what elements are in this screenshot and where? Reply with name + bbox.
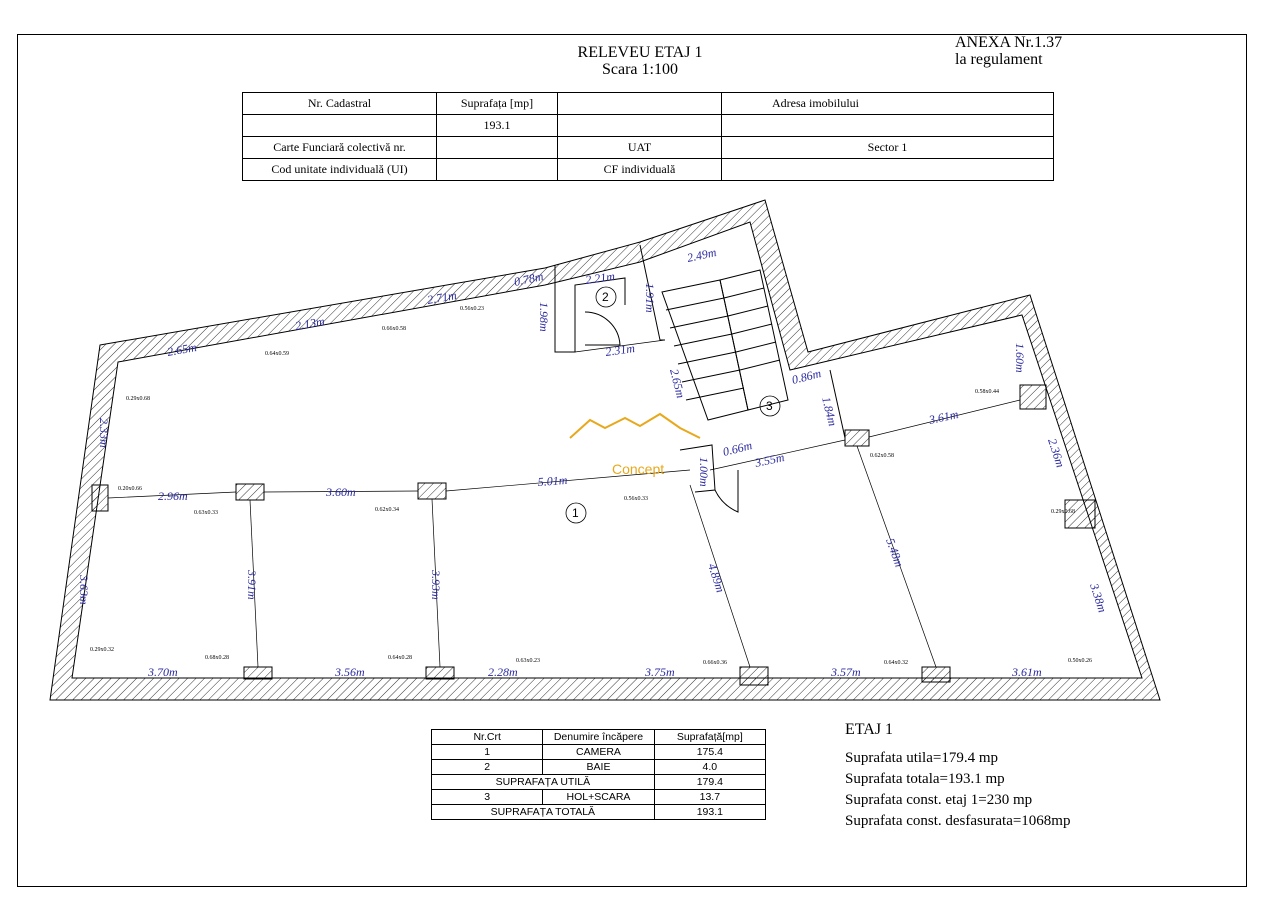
dim-label: 2.36m <box>1045 436 1068 470</box>
pillar-label: 0.29x0.68 <box>1051 509 1075 515</box>
total-label: SUPRAFAȚA TOTALĂ <box>432 805 655 820</box>
dim-label: 2.28m <box>488 665 518 679</box>
pillar-label: 0.56x0.23 <box>460 306 484 312</box>
staircase <box>662 270 845 512</box>
col-header-name: Denumire încăpere <box>543 730 654 745</box>
row-name: HOL+SCARA <box>543 790 654 805</box>
summary-line: Suprafata totala=193.1 mp <box>845 771 1005 787</box>
room-number-2: 2 <box>602 290 609 304</box>
scale-line: Scara 1:100 <box>602 61 678 78</box>
row-area: 13.7 <box>654 790 765 805</box>
summary-line: Suprafata const. desfasurata=1068mp <box>845 813 1071 829</box>
hall-door <box>715 470 738 512</box>
pillar <box>740 667 768 685</box>
cell-adresa: Adresa imobilului <box>722 93 1054 115</box>
room-number-3: 3 <box>766 399 773 413</box>
dim-label: 3.91m <box>245 570 259 600</box>
pillars <box>92 385 1095 685</box>
annex-line-2: la regulament <box>955 51 1043 68</box>
dim-label: 0.78m <box>512 269 545 289</box>
dim-label: 5.48m <box>883 536 907 569</box>
logo-text: Concept <box>612 461 665 477</box>
logo-roofline <box>570 414 700 438</box>
col-header-nr: Nr.Crt <box>432 730 543 745</box>
dimension-labels <box>77 245 1110 679</box>
row-name: CAMERA <box>543 745 654 760</box>
table-row <box>432 805 766 820</box>
dim-label: 1.84m <box>819 395 840 428</box>
pillar-label: 0.64x0.59 <box>265 351 289 357</box>
dim-label: 3.38m <box>1087 581 1110 615</box>
pillar-label: 0.29x0.32 <box>90 647 114 653</box>
dim-label: 2.96m <box>158 489 188 503</box>
dim-label: 3.55m <box>753 450 786 470</box>
cell-nr-cadastral: Nr. Cadastral <box>243 93 437 115</box>
dim-label: 5.01m <box>537 472 568 489</box>
dim-label: 2.33m <box>97 418 111 448</box>
cell-cf-individuala: CF individuală <box>558 159 722 181</box>
col-header-area: Suprafață[mp] <box>654 730 765 745</box>
cell-suprafata-value: 193.1 <box>437 115 558 137</box>
pillar-label: 0.29x0.68 <box>126 396 150 402</box>
summary-line: Suprafata utila=179.4 mp <box>845 750 999 766</box>
pillar <box>236 484 264 500</box>
watermark-logo <box>570 414 700 477</box>
dim-label: 2.13m <box>294 314 326 333</box>
pillar-label: 0.20x0.66 <box>118 486 142 492</box>
table-row <box>432 790 766 805</box>
pillar <box>1020 385 1046 409</box>
row-area: 4.0 <box>654 760 765 775</box>
area-summary <box>845 719 1070 832</box>
cell-uat: UAT <box>558 137 722 159</box>
summary-line: Suprafata const. etaj 1=230 mp <box>845 792 1033 808</box>
dim-label: 2.71m <box>426 288 458 307</box>
cell-suprafata-label: Suprafața [mp] <box>437 93 558 115</box>
dimension-lines <box>108 340 1020 667</box>
dim-label: 2.65m <box>166 340 198 359</box>
cell-carte-funciara: Carte Funciară colectivă nr. <box>243 137 437 159</box>
pillar-label: 0.58x0.44 <box>975 389 999 395</box>
dim-label: 1.00m <box>697 457 711 487</box>
bathroom-door <box>585 312 620 345</box>
pillar-label: 0.56x0.33 <box>624 496 648 502</box>
table-row <box>432 760 766 775</box>
cell-sector: Sector 1 <box>722 137 1054 159</box>
dim-label: 3.63m <box>77 575 91 605</box>
dim-label: 2.31m <box>604 340 636 359</box>
dim-label: 3.93m <box>429 570 443 600</box>
pillar-label: 0.68x0.28 <box>205 655 229 661</box>
dim-label: 3.56m <box>335 665 365 679</box>
dim-label: 2.21m <box>584 268 616 287</box>
pillar-label: 0.66x0.36 <box>703 660 727 666</box>
pillar-label: 0.63x0.33 <box>194 510 218 516</box>
dim-label: 1.60m <box>1013 343 1027 373</box>
row-nr: 3 <box>432 790 543 805</box>
pillar-label: 0.64x0.28 <box>388 655 412 661</box>
dim-label: 2.65m <box>667 367 688 400</box>
dim-label: 4.89m <box>705 561 728 595</box>
dim-label: 0.66m <box>721 438 754 459</box>
annex-line-1: ANEXA Nr.1.37 <box>955 34 1063 51</box>
dim-label: 3.57m <box>831 665 861 679</box>
pillar-label: 0.66x0.58 <box>382 326 406 332</box>
dim-label: 3.60m <box>326 485 356 499</box>
room-number-1: 1 <box>572 506 579 520</box>
cell-cod-unitate: Cod unitate individuală (UI) <box>243 159 437 181</box>
row-nr: 1 <box>432 745 543 760</box>
dim-label: 3.70m <box>148 665 178 679</box>
util-value: 179.4 <box>654 775 765 790</box>
pillar <box>92 485 108 511</box>
total-value: 193.1 <box>654 805 765 820</box>
dim-label: 1.91m <box>643 283 657 313</box>
row-nr: 2 <box>432 760 543 775</box>
dim-label: 3.61m <box>1012 665 1042 679</box>
table-row <box>432 745 766 760</box>
table-row <box>432 775 766 790</box>
summary-title: ETAJ 1 <box>845 721 894 738</box>
pillar-label: 0.62x0.58 <box>870 453 894 459</box>
row-name: BAIE <box>543 760 654 775</box>
dim-label: 0.86m <box>790 366 823 387</box>
title-line-1: RELEVEU ETAJ 1 <box>577 44 703 61</box>
row-area: 175.4 <box>654 745 765 760</box>
pillar-label: 0.62x0.34 <box>375 507 399 513</box>
util-label: SUPRAFAȚA UTILĂ <box>432 775 655 790</box>
pillar <box>922 667 950 682</box>
dim-label: 1.98m <box>537 302 551 332</box>
pillar <box>244 667 272 679</box>
dim-label: 2.49m <box>685 245 718 265</box>
pillar-label: 0.63x0.23 <box>516 658 540 664</box>
pillar <box>426 667 454 679</box>
pillar-label: 0.50x0.26 <box>1068 658 1092 664</box>
pillar <box>418 483 446 499</box>
rooms-table <box>431 729 766 820</box>
pillar <box>845 430 869 446</box>
dim-label: 3.61m <box>927 407 960 427</box>
dim-label: 3.75m <box>645 665 675 679</box>
pillar-label: 0.64x0.32 <box>884 660 908 666</box>
